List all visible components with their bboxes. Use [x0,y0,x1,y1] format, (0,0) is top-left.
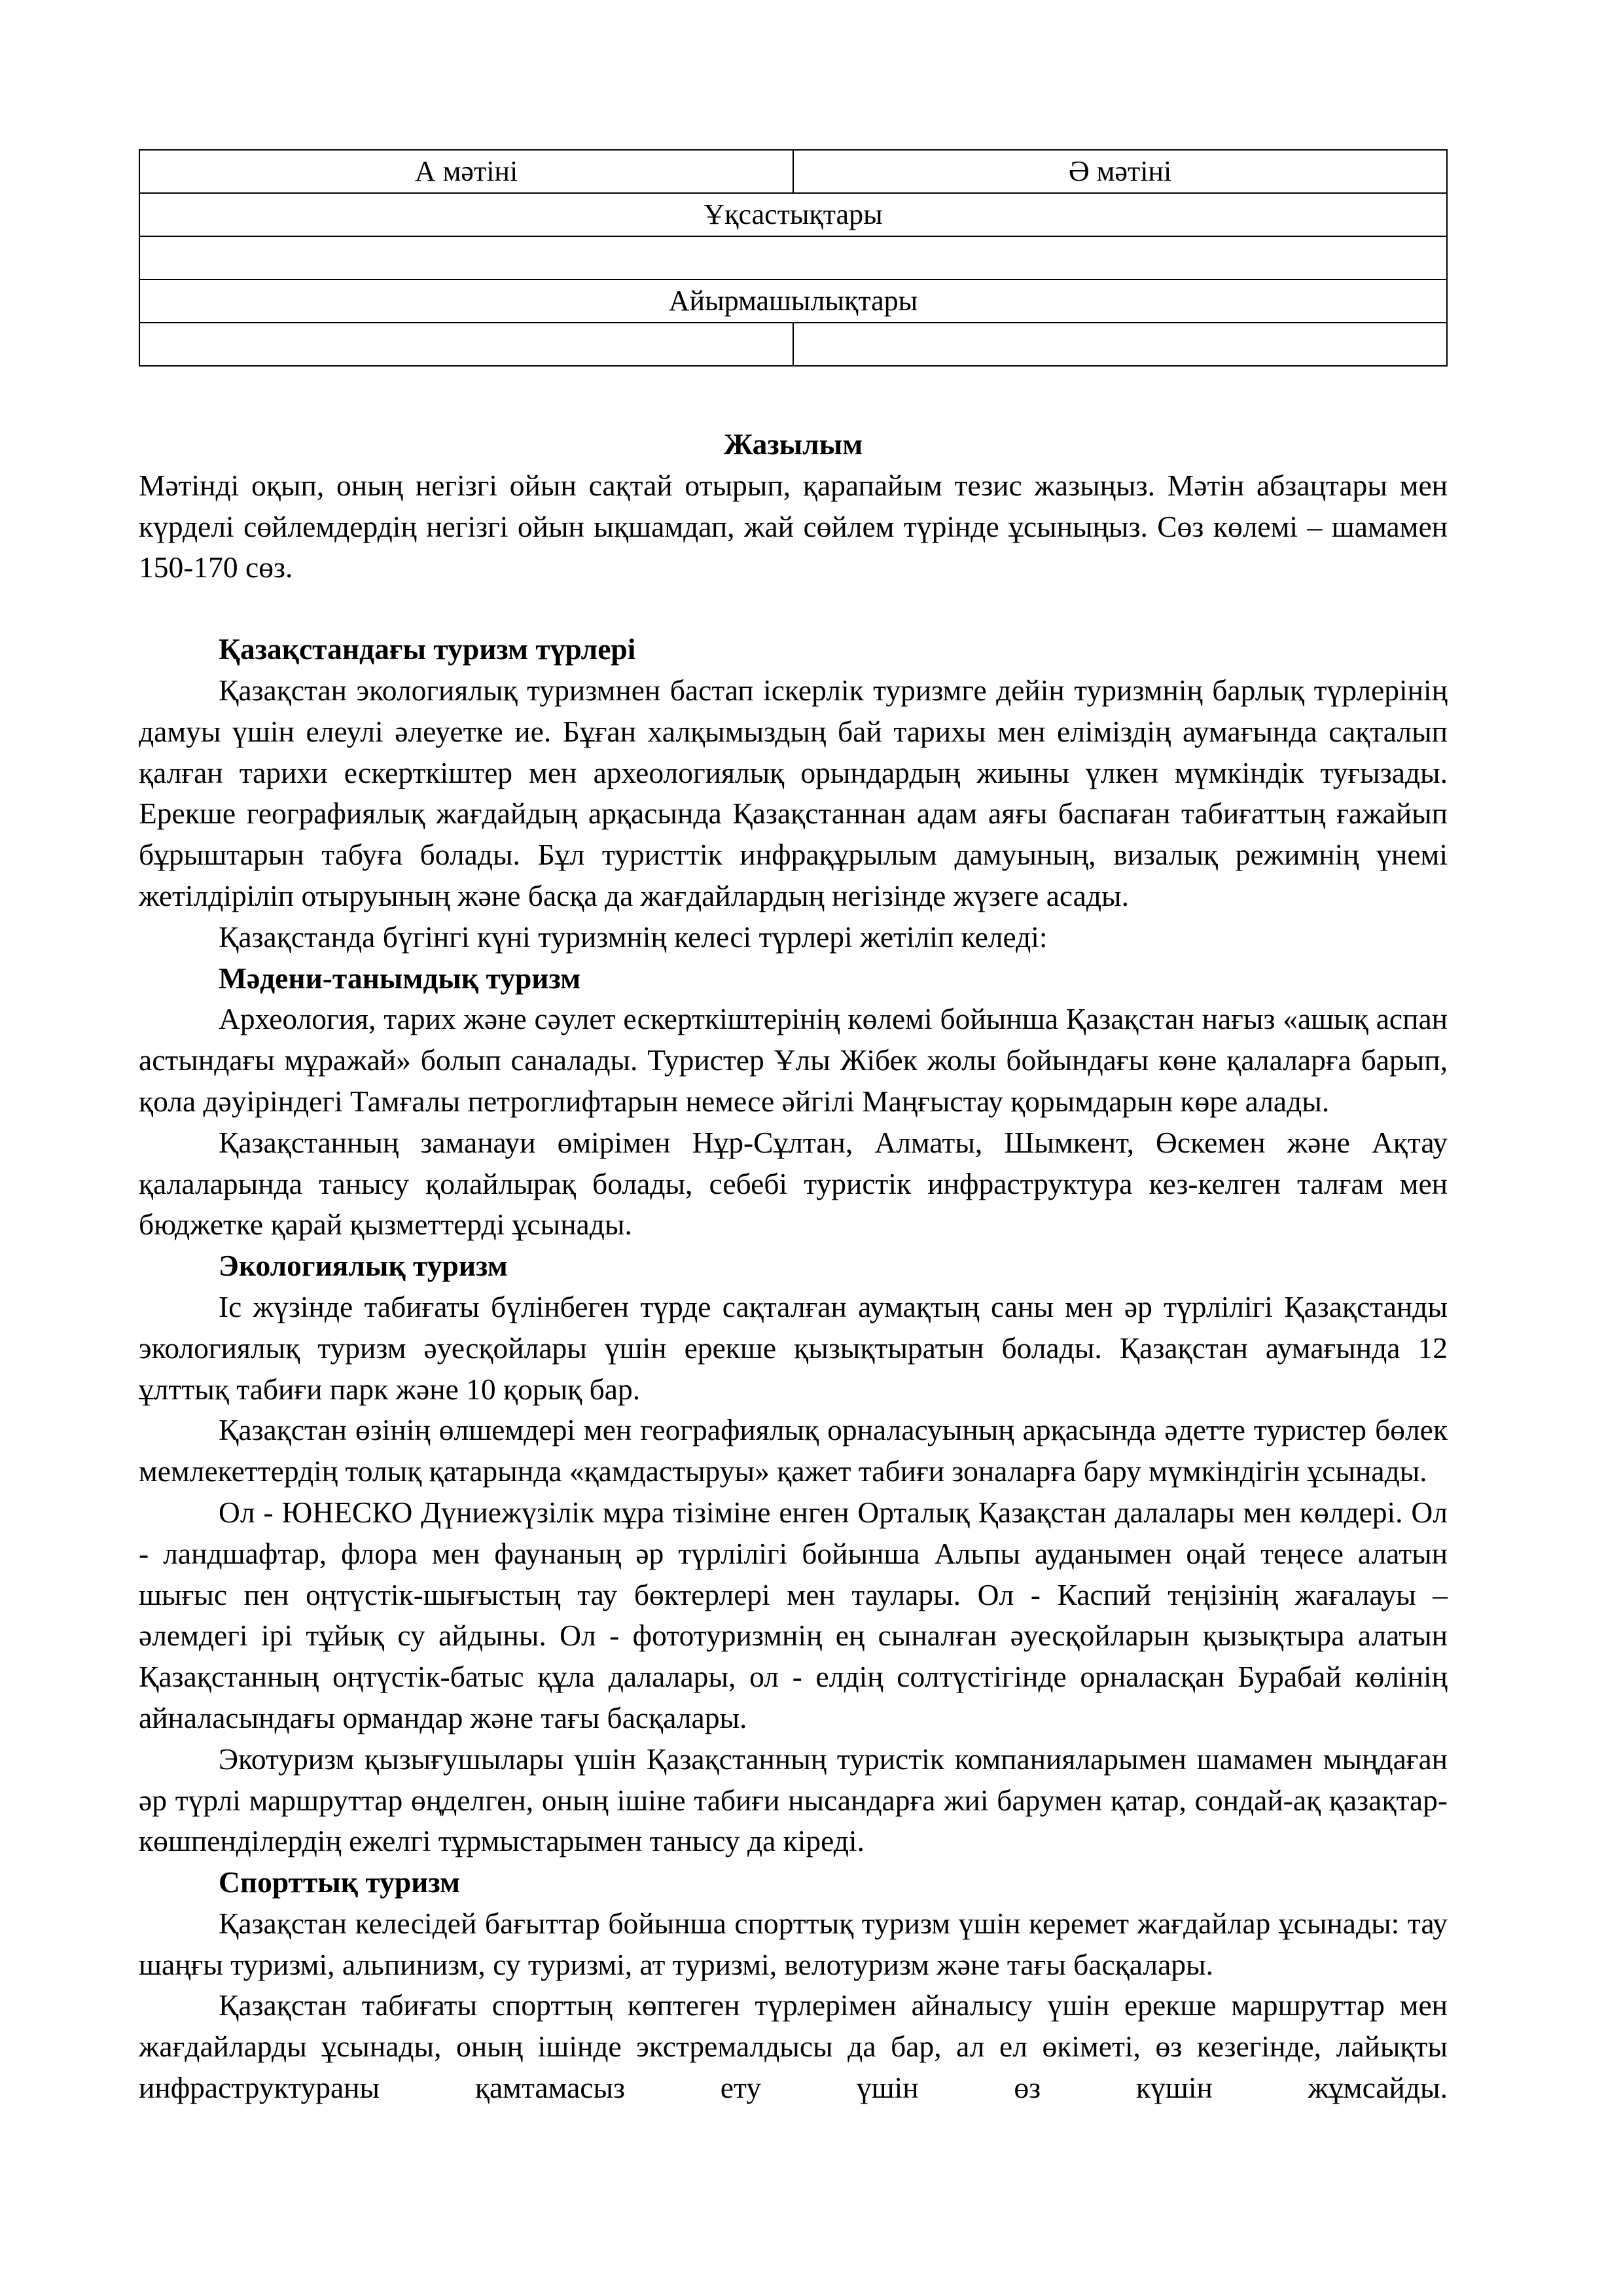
writing-instruction: Мәтінді оқып, оның негізгі ойын сақтай отырып, қарапайым тезис жазыңыз. Мәтін абзацтары мен күрделі сөйлемдердің негізгі ойын ықшамдап, жай сөйлем түрінде ұсыныңыз. Сөз көлемі – шамамен 150-170 сөз. [139,468,1448,584]
paragraph-4: Қазақстанның заманауи өмірімен Нұр-Сұлтан, Алматы, Шымкент, Өскемен және Ақтау қалаларында танысу қолайлырақ болады, себебі туристік инфраструктура кез-келген талғам мен бюджетке қарай қызметтерді ұсынады. [139,1125,1448,1242]
table-row-similarities-title [139,193,1447,236]
table-differences-cell-a [139,323,793,366]
comparison-table [139,149,1448,367]
writing-heading: Жазылым [723,427,863,461]
paragraph-6: Қазақстан өзінің өлшемдері мен географиялық орналасуының арқасында әдетте туристер бөлек мемлекеттердің толық қатарында «қамдастыруы» қажет табиғи зоналарға бару мүмкіндігін ұсынады. [139,1413,1448,1488]
table-header-row [139,150,1447,193]
paragraph-7: Ол - ЮНЕСКО Дүниежүзілік мұра тізіміне енген Орталық Қазақстан далалары мен көлдері. Ол - ландшафтар, флора мен фаунаның әр түрлілігі бойынша Альпы ауданымен оңай теңесе алатын шығыс пен оңтүстік-шығыстың тау бөктерлері мен таулары. Ол - Каспий теңізінің жағалауы – әлемдегі ірі тұйық су айдыны. Ол - фототуризмнің ең сыналған әуесқойларын қызықтыра алатын Қазақстанның оңтүстік-батыс құла далалары, ол - елдің солтүстігінде орналасқан Бурабай көлінің айналасындағы ормандар және тағы басқалары. [139,1495,1448,1734]
paragraph-3: Археология, тарих және сәулет ескерткіштерінің көлемі бойынша Қазақстан нағыз «ашық аспан астындағы мұражай» болып саналады. Туристер Ұлы Жібек жолы бойындағы көне қалаларға барып, қола дәуіріндегі Тамғалы петроглифтарын немесе әйгілі Маңғыстау қорымдарын көре алады. [139,1002,1448,1118]
table-row-differences-title [139,279,1447,323]
table-header-b: Ә мәтіні [793,150,1447,193]
table-row-similarities-empty [139,236,1447,279]
paragraph-9: Қазақстан келесідей бағыттар бойынша спорттық туризм үшін керемет жағдайлар ұсынады: тау шаңғы туризмі, альпинизм, су туризмі, ат туризмі, велотуризм және тағы басқалары. [139,1906,1448,1981]
table-differences-label: Айырмашылықтары [139,279,1447,323]
article-title: Қазақстандағы туризм түрлері [219,632,636,666]
spacer [139,588,1448,629]
paragraph-5: Іс жүзінде табиғаты бүлінбеген түрде сақталған аумақтың саны мен әр түрлілігі Қазақстанды экологиялық туризм әуесқойлары үшін ерекше қызықтыратын болады. Қазақстан аумағында 12 ұлттық табиғи парк және 10 қорық бар. [139,1289,1448,1406]
heading-sport-tourism: Спорттық туризм [219,1865,460,1899]
document-body [139,424,1448,2109]
table-differences-cell-b [793,323,1447,366]
table-similarities-cell [139,236,1447,279]
table-row-differences-empty [139,323,1447,366]
heading-eco-tourism: Экологиялық туризм [219,1249,508,1283]
heading-cultural-tourism: Мәдени-танымдық туризм [219,961,581,995]
paragraph-2: Қазақстанда бүгінгі күні туризмнің келесі түрлері жетіліп келеді: [219,920,1048,954]
paragraph-1: Қазақстан экологиялық туризмнен бастап іскерлік туризмге дейін туризмнің барлық түрлерінің дамуы үшін елеулі әлеуетке ие. Бұған халқымыздың бай тарихы мен еліміздің аумағында сақталып қалған тарихи ескерткіштер мен археологиялық орындардың жиыны үлкен мүмкіндік туғызады. Ерекше географиялық жағдайдың арқасында Қазақстаннан адам аяғы баспаған табиғаттың ғажайып бұрыштарын табуға болады. Бұл туристтік инфрақұрылым дамуының, визалық режимнің үнемі жетілдіріліп отыруының және басқа да жағдайлардың негізінде жүзеге асады. [139,673,1448,912]
table-header-a: А мәтіні [139,150,793,193]
paragraph-10: Қазақстан табиғаты спорттың көптеген түрлерімен айналысу үшін ерекше маршруттар мен жағдайларды ұсынады, оның ішінде экстремалдысы да бар, ал ел өкіметі, өз кезегінде, лайықты инфраструктураны қамтамасыз ету үшін өз күшін жұмсайды. [139,1988,1448,2105]
table-similarities-label: Ұқсастықтары [139,193,1447,236]
paragraph-8: Экотуризм қызығушылары үшін Қазақстанның туристік компанияларымен шамамен мыңдаған әр түрлі маршруттар өңделген, оның ішіне табиғи нысандарға жиі барумен қатар, сондай-ақ қазақтар-көшпенділердің ежелгі тұрмыстарымен танысу да кіреді. [139,1742,1448,1858]
